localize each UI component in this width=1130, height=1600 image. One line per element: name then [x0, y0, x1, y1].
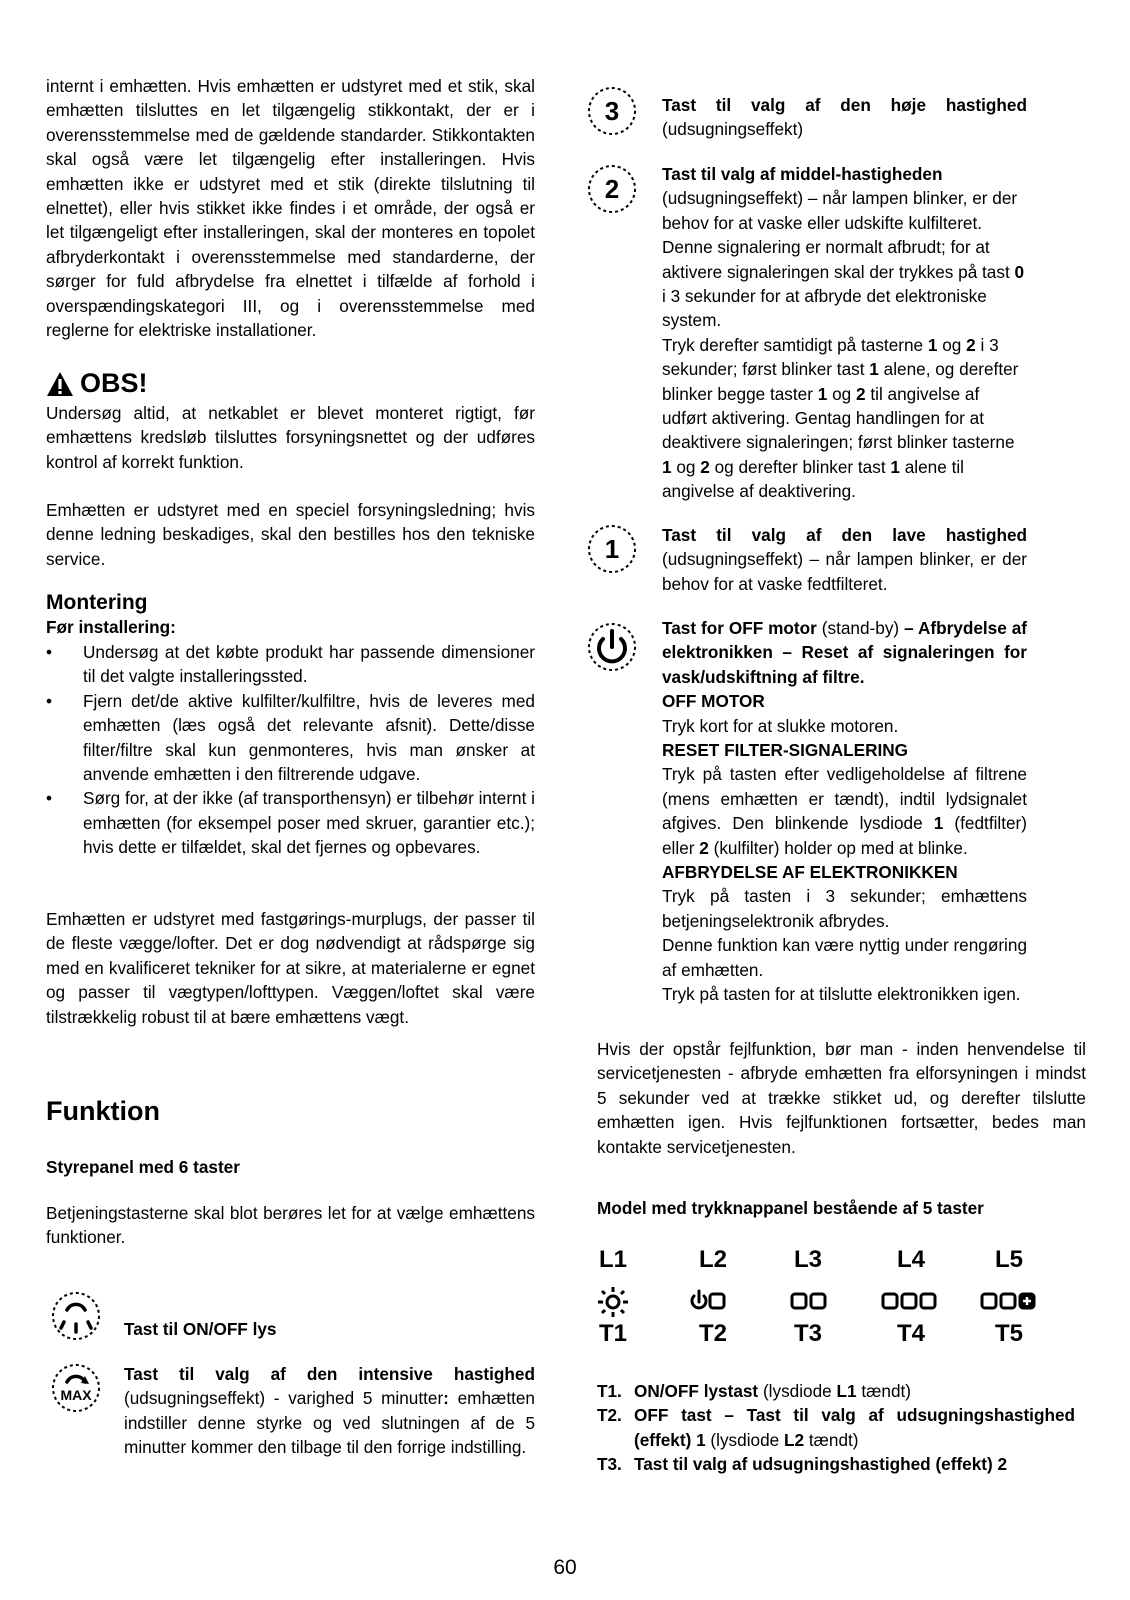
power-key-icon[interactable] [586, 621, 638, 673]
list-item: T2. OFF tast – Tast til valg af udsugningshastighed (effekt) 1 (lysdiode L2 tændt) [597, 1405, 1075, 1450]
speed3-symbol-icon [883, 1294, 935, 1308]
afbrydelse-text: Tryk på tasten i 3 sekunder; emhættens betjeningselektronik afbrydes. [662, 886, 1027, 931]
key-2-icon[interactable] [586, 163, 638, 215]
speed2-symbol-icon [792, 1294, 825, 1308]
installation-checklist [46, 640, 535, 860]
led-label: L1 [599, 1246, 628, 1273]
max-key-description: Tast til valg af den intensive hastighed (udsugningseffekt) - varighed 5 minutter: emhætten indstiller denne styrke og ved slutningen af de 5 minutter kommer den tilbage til den forrige indstilling. [124, 1364, 535, 1458]
obs-title: OBS! [80, 368, 148, 398]
model-title: Model med trykknappanel bestående af 5 taster [597, 1198, 984, 1218]
off-motor-title: OFF MOTOR [662, 691, 765, 712]
list-item: • Undersøg at det købte produkt har passende dimensioner til det valgte installeringssted. [46, 640, 535, 689]
off-motor-text: Tryk kort for at slukke motoren. [662, 715, 899, 736]
led-label: L5 [995, 1246, 1024, 1273]
list-item: T3. Tast til valg af udsugningshastighed (effekt) 2 [597, 1454, 1008, 1475]
warning-icon [46, 371, 74, 397]
list-item: T1. ON/OFF lystast (lysdiode L1 tændt) [597, 1381, 912, 1401]
key-2-sequence-text: Tryk derefter samtidigt på tasterne 1 og 2 i 3 sekunder; først blinker tast 1 alene, og derefter blinker begge taster 1 og 2 til angivelse af udført aktivering. Gentag handlingen for at deaktivere signaleringen; først blinker tasterne 1 og 2 og derefter blinker tast 1 alene til angivelse af deaktivering. [662, 334, 1019, 502]
key-2-description [662, 162, 1027, 504]
led-labels-row [597, 1246, 1051, 1276]
light-symbol-icon [598, 1287, 628, 1317]
key-3-description: Tast til valg af den høje hastighed (udsugningseffekt) [662, 95, 1027, 140]
montering-title: Montering [46, 591, 148, 614]
key-function-list [597, 1379, 1075, 1477]
reset-filter-text: Tryk på tasten efter vedligeholdelse af filtrene (mens emhætten er tændt), indtil lydsignalet afgives. Den blinkende lysdiode 1 (fedtfilter) eller 2 (kulfilter) holder op med at blinke. [662, 764, 1028, 858]
light-key-label: Tast til ON/OFF lys [124, 1319, 277, 1339]
key-3-icon[interactable] [586, 85, 638, 137]
foer-installering-title: Før installering: [46, 617, 176, 637]
max-icon-text: MAX [60, 1387, 92, 1403]
key-1-icon[interactable] [586, 523, 638, 575]
key-3-number: 3 [604, 96, 620, 126]
light-key-icon[interactable] [50, 1290, 102, 1342]
obs-text: Undersøg altid, at netkablet er blevet monteret rigtigt, før emhættens kredsløb tilsluttes forsyningsnettet og der udføres kontrol af korrekt funktion. [46, 403, 535, 472]
key-2-title: Tast til valg af middel-hastigheden [662, 164, 943, 184]
intro-paragraph: internt i emhætten. Hvis emhætten er udstyret med et stik, skal emhætten tilsluttes en let tilgængelig stikkontakt, der er i overensstemmelse med de gældende standarder. Stikkontakten skal også være let tilgængelig efter installeringen. Hvis emhætten ikke er udstyret med et stik (direkte tilslutning til elnettet), eller hvis stikket ikke findes i et område, der også er let tilgængeligt efter installeringen, skal der monteres en topolet afbryderkontakt i overensstemmelse med standarderne, der sørger for fuld afbrydelse fra elnettet i tilfælde af forhold i overspændingskategori III, og i overensstemmelse med reglerne for elektriske installationer. [46, 76, 535, 341]
led-label: L4 [897, 1246, 926, 1273]
afbrydelse-title: AFBRYDELSE AF ELEKTRONIKKEN [662, 862, 958, 883]
key-label: T5 [995, 1320, 1024, 1347]
key-2-activation-text: Denne signalering er normalt afbrudt; for at aktivere signaleringen skal der trykkes på tast 0 i 3 sekunder for at afbryde det elektroniske system. [662, 237, 1025, 331]
led-label: L2 [699, 1246, 728, 1273]
styrepanel-title: Styrepanel med 6 taster [46, 1157, 240, 1177]
key-label: T2 [699, 1320, 728, 1347]
power-speed1-symbol-icon [692, 1291, 724, 1308]
afbrydelse-reconnect-text: Tryk på tasten for at tilslutte elektronikken igen. [662, 984, 1021, 1005]
max-speed-key-icon[interactable] [50, 1362, 102, 1414]
led-label: L3 [794, 1246, 823, 1273]
key-2-text: (udsugningseffekt) – når lampen blinker, er der behov for at vaske eller udskifte kulfilteret. [662, 188, 1018, 233]
key-1-number: 1 [604, 534, 620, 564]
betjening-text: Betjeningstasterne skal blot berøres let for at vælge emhættens funktioner. [46, 1203, 535, 1248]
cable-text: Emhætten er udstyret med en speciel forsyningsledning; hvis denne ledning beskadiges, skal den bestilles hos den tekniske service. [46, 500, 535, 569]
list-item: • Fjern det/de aktive kulfilter/kulfiltre, hvis de leveres med emhætten (læs også det relevante afsnit). Dette/disse filter/filtre skal kun genmonteres, hvis man ønsker at anvende emhætten i den filtrerende udgave. [46, 689, 535, 787]
key-1-description: Tast til valg af den lave hastighed (udsugningseffekt) – når lampen blinker, er der behov for at vaske fedtfilteret. [662, 525, 1027, 594]
plugs-text: Emhætten er udstyret med fastgørings-murplugs, der passer til de fleste vægge/lofter. Det er dog nødvendigt at rådspørge sig med en kvalificeret tekniker for at sikre, at materialerne er egnet og passer til vægtypen/lofttypen. Væggen/loftet skal være tilstrækkelig robust til at bære emhættens vægt. [46, 909, 535, 1027]
speed-max-symbol-icon [982, 1294, 1034, 1308]
fejl-text: Hvis der opstår fejlfunktion, bør man - inden henvendelse til servicetjenesten - afbryde emhætten fra elforsyningen i mindst 5 sekunder ved at trække stikket ud, og derefter tilslutte emhætten igen. Hvis fejlfunktionen fortsætter, bedes man kontakte servicetjenesten. [597, 1039, 1086, 1157]
key-label: T3 [794, 1320, 823, 1347]
list-item: • Sørg for, at der ikke (af transporthensyn) er tilbehør internt i emhætten (for eksempel poser med skruer, garantier etc.); hvis dette er tilfældet, skal det fjernes og opbevares. [46, 786, 535, 859]
key-label: T1 [599, 1320, 628, 1347]
reset-filter-title: RESET FILTER-SIGNALERING [662, 740, 909, 761]
key-labels-row [597, 1320, 1051, 1350]
funktion-title: Funktion [46, 1096, 160, 1126]
power-key-title: Tast for OFF motor (stand-by) – Afbrydelse af elektronikken – Reset af signaleringen for vask/udskiftning af filtre. [662, 618, 1027, 687]
power-key-description [662, 616, 1027, 1007]
key-2-number: 2 [604, 174, 620, 204]
page-number: 60 [553, 1556, 577, 1579]
keypad-symbols-row [597, 1282, 1051, 1322]
key-label: T4 [897, 1320, 926, 1347]
afbrydelse-note: Denne funktion kan være nyttig under rengøring af emhætten. [662, 935, 1027, 980]
